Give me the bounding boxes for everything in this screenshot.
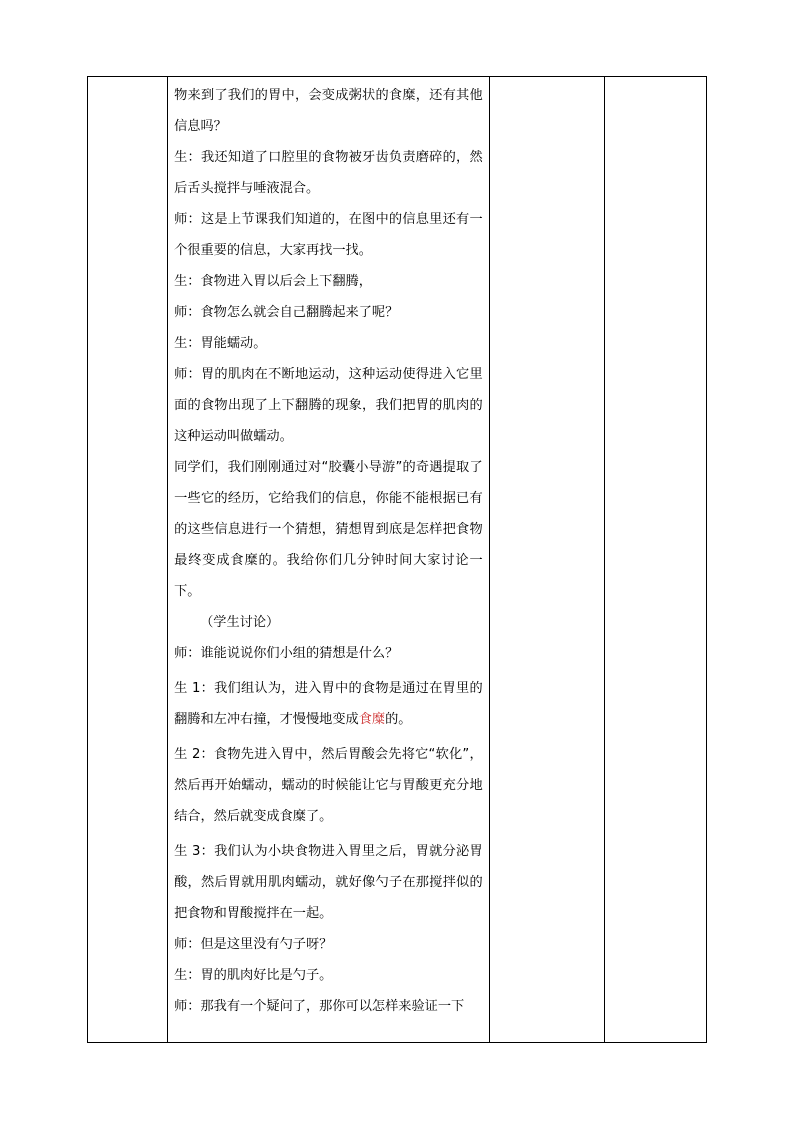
paragraph-1: 物来到了我们的胃中，会变成粥状的食糜，还有其他信息吗？ xyxy=(174,88,483,134)
student-1-highlight: 食糜 xyxy=(358,712,386,727)
paragraph-teacher-question: 师：但是这里没有勺子呀？ xyxy=(174,937,333,952)
paragraph-5: 师：食物怎么就会自己翻腾起来了呢？ xyxy=(174,305,399,320)
table-row xyxy=(88,77,707,1043)
paragraph-student-3: 生 3：我们认为小块食物进入胃里之后，胃就分泌胃酸，然后胃就用肌肉蠕动，就好像勺子在那搅拌似的把食物和胃酸搅拌在一起。 xyxy=(174,844,483,921)
student-1-end: 的。 xyxy=(385,712,412,727)
paragraph-student-2: 生 2：食物先进入胃中，然后胃酸会先将它“软化”，然后再开始蠕动，蠕动的时候能让它与胃酸更充分地结合，然后就变成食糜了。 xyxy=(174,747,483,824)
student-1-text: 生 1：我们组认为，进入胃中的食物是通过在胃里的翻腾和左冲右撞，才慢慢地变成 xyxy=(174,681,483,727)
table-cell-teaching-process xyxy=(168,77,490,1043)
table-cell-notes xyxy=(604,77,706,1043)
paragraph-student-1 xyxy=(174,673,483,735)
paragraph-8: 同学们，我们刚刚通过对“胶囊小导游”的奇遇提取了一些它的经历，它给我们的信息，你能不能根据已有的这些信息进行一个猜想，猜想胃到底是怎样把食物最终变成食糜的。我给你们几分钟时间大家讨论一下。 xyxy=(174,460,483,599)
paragraph-4: 生：食物进入胃以后会上下翻腾， xyxy=(174,274,372,289)
paragraph-teacher-doubt: 师：那我有一个疑问了，那你可以怎样来验证一下 xyxy=(174,999,465,1014)
paragraph-6: 生：胃能蠕动。 xyxy=(174,336,267,351)
paragraph-10: 师：谁能说说你们小组的猜想是什么？ xyxy=(174,646,399,661)
lesson-table xyxy=(87,76,707,1043)
table-cell-stage xyxy=(88,77,168,1043)
paragraph-9: （学生讨论） xyxy=(200,615,280,630)
paragraph-student-answer: 生：胃的肌肉好比是勺子。 xyxy=(174,968,333,983)
paragraph-3: 师：这是上节课我们知道的，在图中的信息里还有一个很重要的信息，大家再找一找。 xyxy=(174,212,483,258)
table-cell-student-activity xyxy=(489,77,604,1043)
paragraph-7: 师：胃的肌肉在不断地运动，这种运动使得进入它里面的食物出现了上下翻腾的现象，我们把胃的肌肉的这种运动叫做蠕动。 xyxy=(174,367,483,444)
paragraph-2: 生：我还知道了口腔里的食物被牙齿负责磨碎的，然后舌头搅拌与唾液混合。 xyxy=(174,150,483,196)
